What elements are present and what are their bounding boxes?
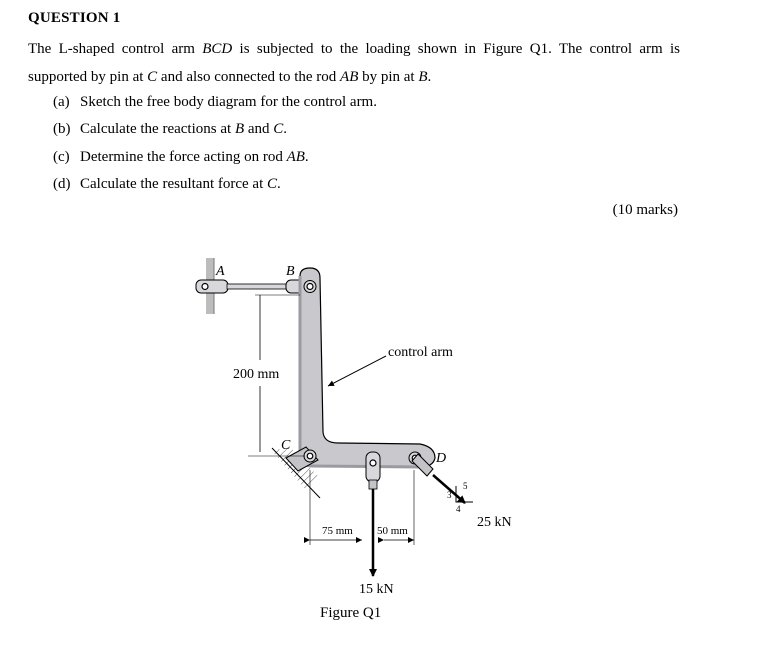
part-label: (d) bbox=[53, 175, 71, 192]
marks-label: (10 marks) bbox=[612, 202, 678, 218]
part-label: (c) bbox=[53, 148, 70, 165]
part-label: (a) bbox=[53, 94, 70, 110]
label-slope-5: 5 bbox=[463, 481, 468, 491]
question-intro: The L-shaped control arm BCD is subjected to the loading shown in Figure Q1. The control arm is supported by pin at C and also connected to the rod AB by pin at B. bbox=[28, 41, 680, 85]
figure-caption: Figure Q1 bbox=[320, 605, 382, 621]
control-arm bbox=[300, 268, 435, 467]
part-b: (b) Calculate the reactions at B and C. bbox=[53, 118, 377, 145]
part-c: (c) Determine the force acting on rod AB. bbox=[53, 146, 377, 173]
control-arm-leader bbox=[328, 356, 386, 386]
part-label: (b) bbox=[53, 121, 71, 138]
label-slope-3: 3 bbox=[447, 490, 452, 500]
label-15kn: 15 kN bbox=[359, 582, 394, 597]
part-text: Sketch the free body diagram for the control arm. bbox=[80, 94, 377, 110]
label-a: A bbox=[216, 264, 225, 279]
pin-support-c bbox=[272, 447, 320, 498]
label-b: B bbox=[286, 264, 295, 279]
label-slope-4: 4 bbox=[456, 504, 461, 514]
question-heading: QUESTION 1 bbox=[28, 10, 121, 26]
hanger-15kn bbox=[366, 452, 380, 489]
label-50mm: 50 mm bbox=[377, 525, 408, 537]
part-d: (d) Calculate the resultant force at C. bbox=[53, 173, 377, 200]
label-c: C bbox=[281, 438, 291, 453]
label-200mm: 200 mm bbox=[233, 367, 280, 382]
label-75mm: 75 mm bbox=[322, 525, 353, 537]
label-d: D bbox=[436, 451, 447, 466]
label-control-arm: control arm bbox=[388, 345, 453, 360]
label-25kn: 25 kN bbox=[477, 515, 512, 530]
